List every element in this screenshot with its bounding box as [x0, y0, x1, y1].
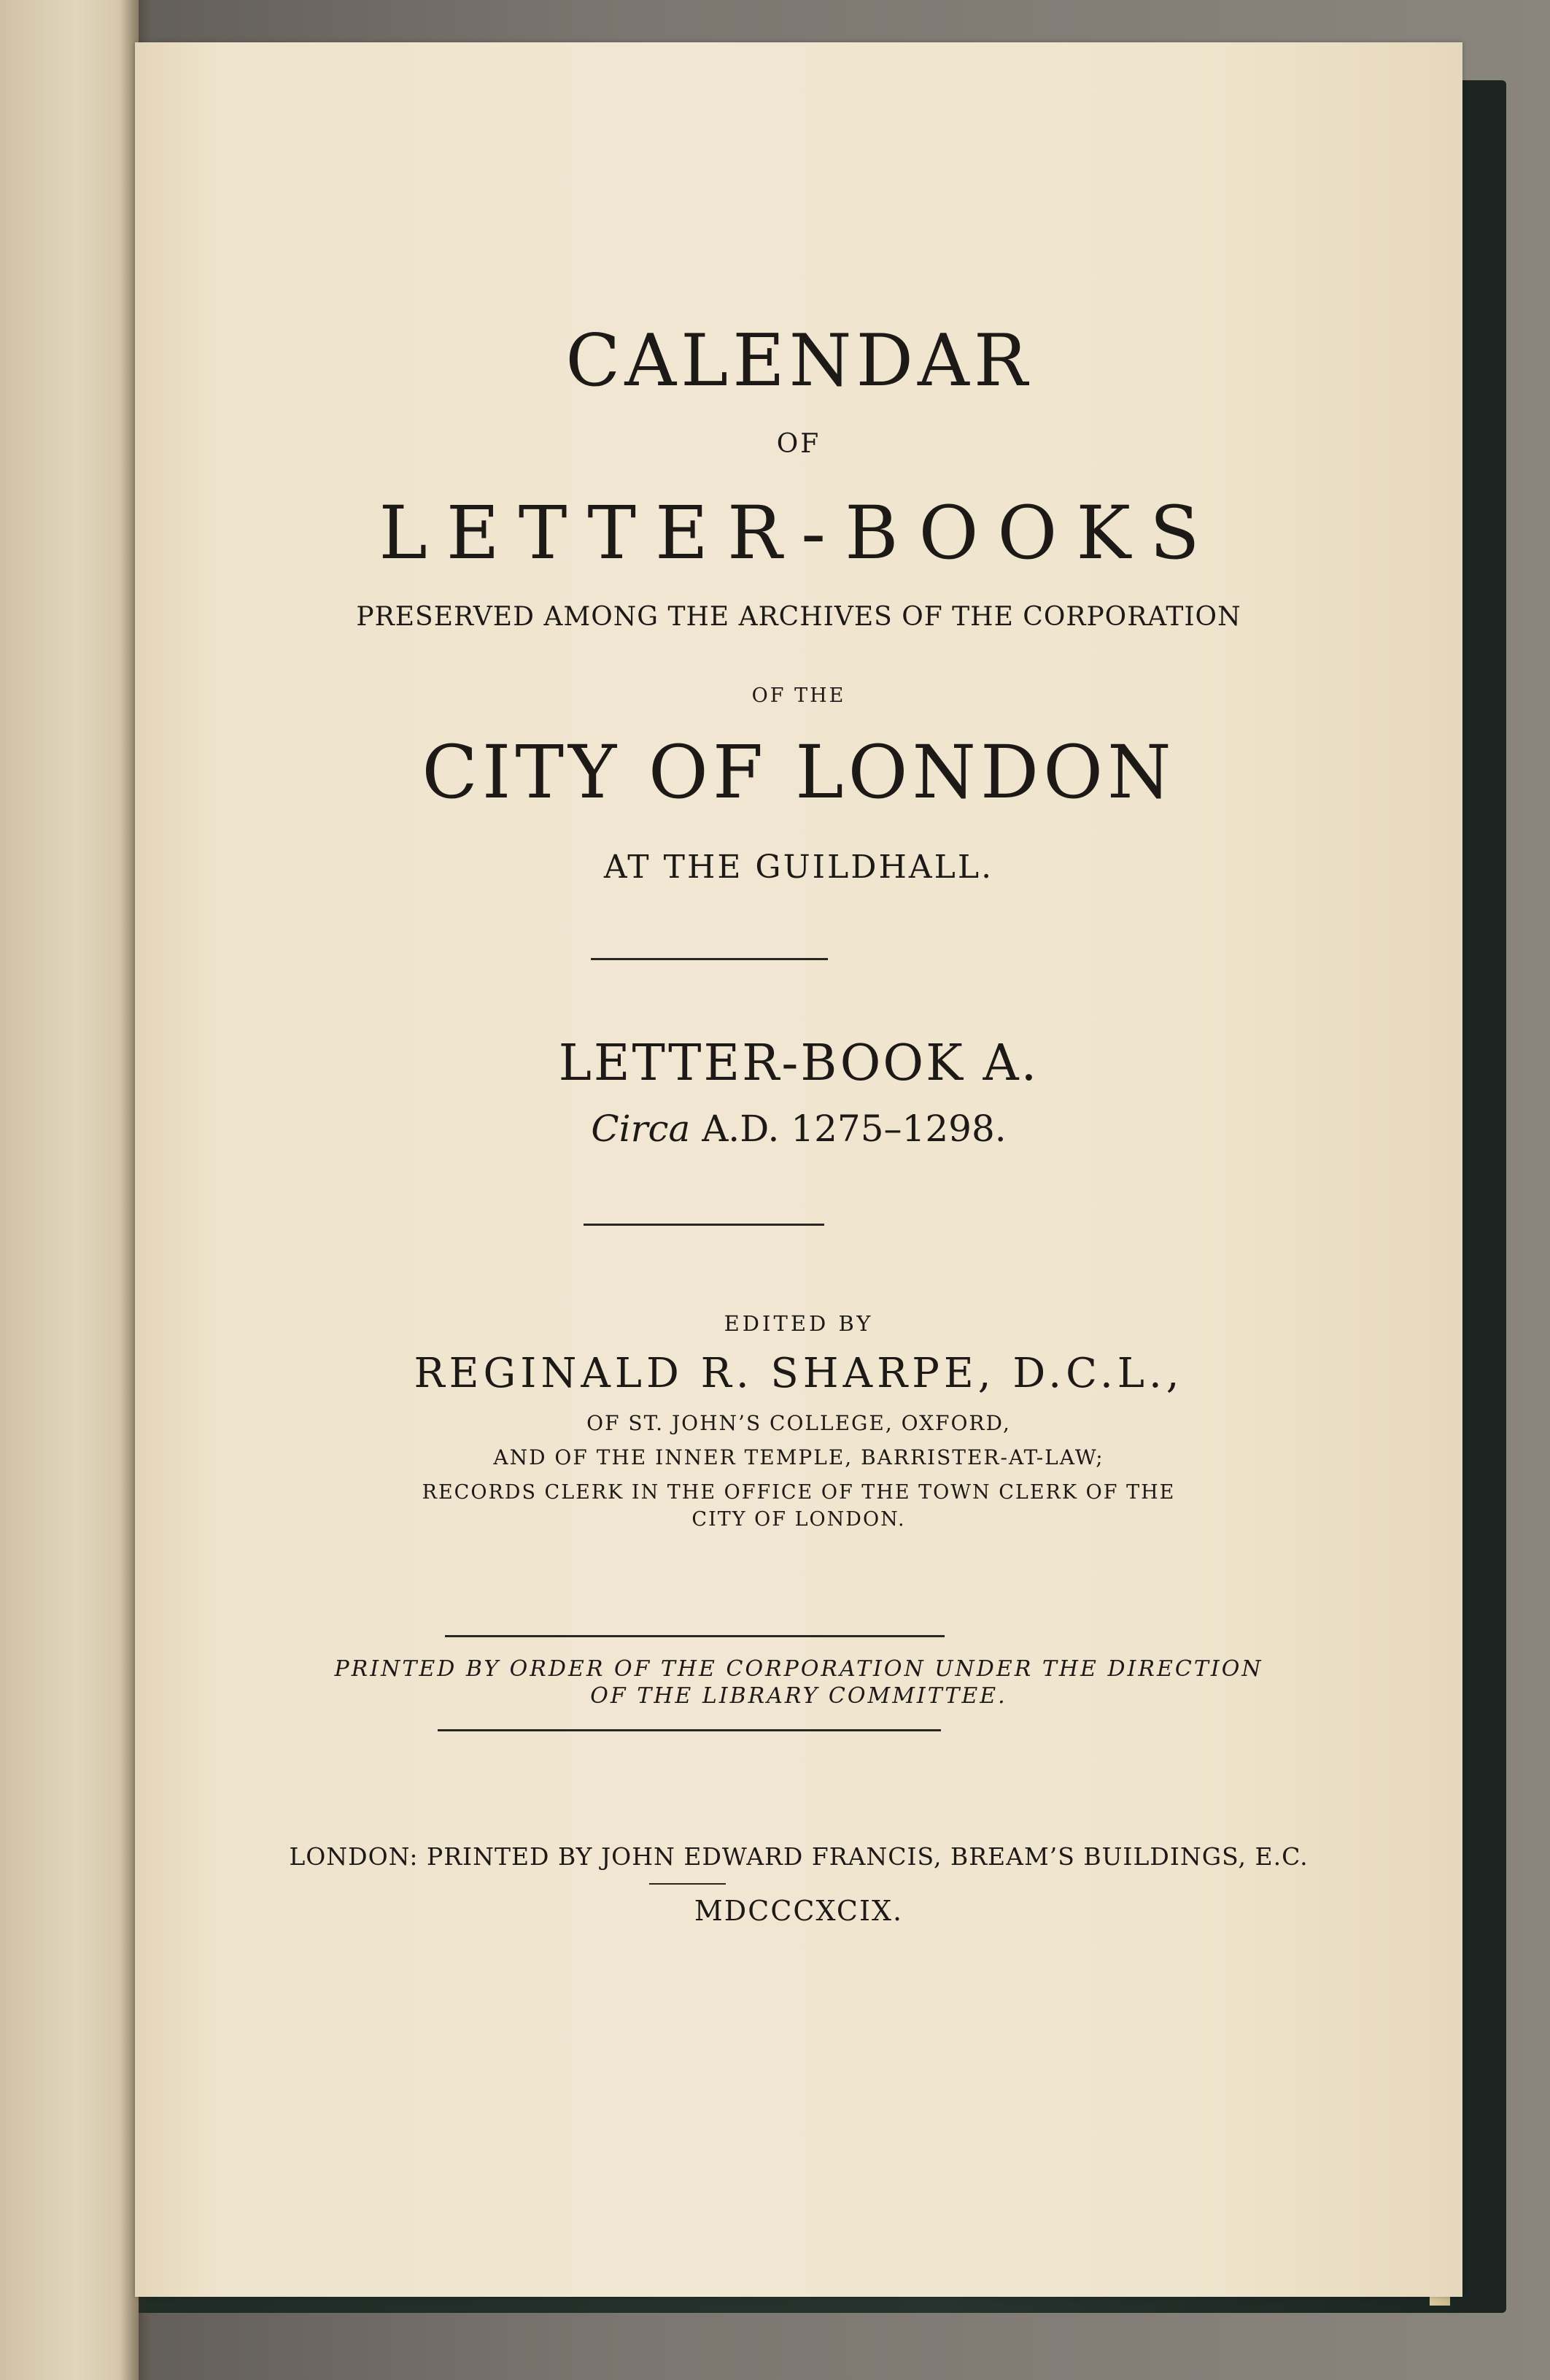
- imprint-line: LONDON: PRINTED BY JOHN EDWARD FRANCIS, BREAM’S BUILDINGS, E.C.: [289, 1842, 1309, 1871]
- divider-rule: [584, 1224, 824, 1226]
- editor-credential-2: AND OF THE INNER TEMPLE, BARRISTER-AT-LAW;: [493, 1445, 1104, 1469]
- subtitle-guildhall: AT THE GUILDHALL.: [603, 849, 994, 886]
- title-of: OF: [776, 429, 821, 459]
- date-range: A.D. 1275–1298.: [690, 1108, 1007, 1150]
- subtitle-of-the: OF THE: [751, 684, 846, 707]
- editor-credential-1: OF ST. JOHN’S COLLEGE, OXFORD,: [586, 1411, 1011, 1435]
- divider-rule-short: [649, 1883, 726, 1885]
- title-calendar: CALENDAR: [565, 320, 1032, 403]
- divider-rule: [591, 958, 828, 960]
- title-city-of-london: CITY OF LONDON: [422, 730, 1176, 815]
- divider-rule: [445, 1635, 945, 1637]
- left-page-leaf: [0, 0, 139, 2380]
- editor-name: REGINALD R. SHARPE, D.C.L.,: [414, 1350, 1184, 1397]
- editor-credential-4: CITY OF LONDON.: [691, 1508, 906, 1531]
- title-letter-books: LETTER-BOOKS: [379, 490, 1219, 576]
- printed-by-order-1: PRINTED BY ORDER OF THE CORPORATION UNDER THE DIRECTION: [334, 1656, 1263, 1682]
- edited-by-label: EDITED BY: [724, 1311, 874, 1336]
- editor-credential-3: RECORDS CLERK IN THE OFFICE OF THE TOWN CLERK OF THE: [422, 1481, 1176, 1504]
- divider-rule: [438, 1729, 941, 1731]
- subtitle-preserved: PRESERVED AMONG THE ARCHIVES OF THE CORPORATION: [356, 602, 1241, 632]
- volume-dates: [135, 1108, 1462, 1150]
- circa-word: Circa: [591, 1108, 691, 1150]
- publication-year: MDCCCXCIX.: [694, 1895, 904, 1927]
- printed-by-order-2: OF THE LIBRARY COMMITTEE.: [590, 1683, 1007, 1709]
- volume-title: LETTER-BOOK A.: [558, 1035, 1039, 1092]
